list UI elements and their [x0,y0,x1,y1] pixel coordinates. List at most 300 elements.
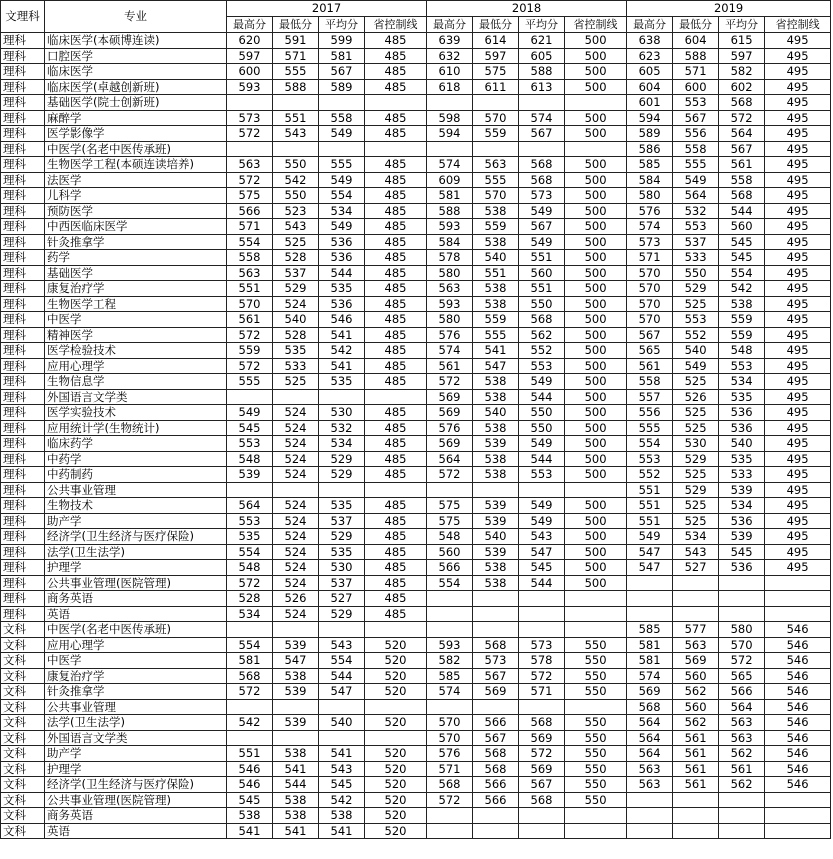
score-2017-control [365,95,427,111]
score-2018-max: 568 [427,777,473,793]
score-2017-min: 543 [273,219,319,235]
score-2019-max: 581 [627,637,673,653]
score-2017-max: 539 [227,467,273,483]
score-2018-max: 574 [427,157,473,173]
score-2018-min: 614 [473,33,519,49]
score-2019-avg: 560 [719,219,765,235]
table-row [1,513,831,529]
table-row [1,95,831,111]
score-2017-avg: 589 [319,79,365,95]
score-2017-avg: 581 [319,48,365,64]
major-cell: 中医学 [45,312,227,328]
score-2018-avg: 562 [519,327,565,343]
score-2019-max: 561 [627,358,673,374]
score-2018-max: 581 [427,188,473,204]
score-2018-avg: 574 [519,110,565,126]
major-cell: 基础医学(院士创新班) [45,95,227,111]
score-2018-avg: 568 [519,157,565,173]
score-2017-avg: 543 [319,637,365,653]
score-2019-control: 495 [765,219,831,235]
major-cell: 商务英语 [45,808,227,824]
subheader-max: 最高分 [427,17,473,33]
score-2019-avg [719,792,765,808]
score-2017-min [273,389,319,405]
score-2018-min: 567 [473,730,519,746]
score-2018-control: 550 [565,668,627,684]
score-2019-max: 557 [627,389,673,405]
score-2019-control: 546 [765,761,831,777]
subheader-max: 最高分 [627,17,673,33]
score-2017-control: 485 [365,172,427,188]
score-2019-control: 546 [765,699,831,715]
score-2017-max: 534 [227,606,273,622]
score-2018-min: 539 [473,436,519,452]
score-2018-min: 575 [473,64,519,80]
score-2019-max: 547 [627,544,673,560]
table-row [1,746,831,762]
score-2017-control: 485 [365,157,427,173]
score-2018-avg: 549 [519,234,565,250]
score-2018-avg [519,141,565,157]
score-2017-min: 525 [273,234,319,250]
score-2019-max: 570 [627,296,673,312]
score-2017-max: 572 [227,327,273,343]
score-2018-avg [519,699,565,715]
score-2018-avg: 567 [519,219,565,235]
score-2019-avg: 580 [719,622,765,638]
score-2017-min: 528 [273,250,319,266]
category-cell: 文科 [1,637,45,653]
score-2019-control: 495 [765,436,831,452]
score-2019-max: 585 [627,622,673,638]
score-2017-max: 572 [227,575,273,591]
score-2019-avg: 540 [719,436,765,452]
major-cell: 应用心理学 [45,358,227,374]
table-row [1,33,831,49]
score-2018-avg: 572 [519,746,565,762]
score-2018-min: 566 [473,777,519,793]
table-row [1,126,831,142]
subheader-control-line: 省控制线 [565,17,627,33]
category-cell: 文科 [1,699,45,715]
score-2017-avg: 537 [319,513,365,529]
score-2019-avg: 545 [719,544,765,560]
score-2017-control: 520 [365,792,427,808]
score-2019-control: 495 [765,203,831,219]
score-2017-min: 538 [273,746,319,762]
table-header [1,1,831,33]
score-2019-avg: 563 [719,715,765,731]
score-2018-control: 500 [565,451,627,467]
major-cell: 麻醉学 [45,110,227,126]
score-2018-min: 551 [473,265,519,281]
score-2018-avg [519,622,565,638]
major-cell: 中西医临床医学 [45,219,227,235]
score-2018-min: 538 [473,389,519,405]
score-2019-max: 589 [627,126,673,142]
score-2019-max: 551 [627,498,673,514]
major-cell: 公共事业管理(医院管理) [45,575,227,591]
score-2018-max: 585 [427,668,473,684]
score-2018-avg [519,95,565,111]
table-row [1,637,831,653]
score-2018-control: 500 [565,64,627,80]
score-2017-avg: 530 [319,560,365,576]
major-cell: 经济学(卫生经济与医疗保险) [45,529,227,545]
score-2019-min: 525 [673,296,719,312]
score-2017-avg: 545 [319,777,365,793]
score-2017-avg: 541 [319,327,365,343]
score-2018-control: 500 [565,157,627,173]
score-2018-avg [519,606,565,622]
category-cell: 理科 [1,529,45,545]
score-2019-min: 549 [673,172,719,188]
score-2019-avg [719,606,765,622]
score-2019-max: 565 [627,343,673,359]
score-2019-avg: 559 [719,312,765,328]
score-2018-max: 593 [427,219,473,235]
score-2018-min: 611 [473,79,519,95]
score-2017-max: 535 [227,529,273,545]
header-year-2017: 2017 [227,1,427,17]
score-2019-max: 555 [627,420,673,436]
score-2019-max: 570 [627,312,673,328]
score-2018-min: 547 [473,358,519,374]
category-cell: 文科 [1,823,45,839]
table-row [1,823,831,839]
score-2018-avg: 569 [519,730,565,746]
score-2019-min: 604 [673,33,719,49]
major-cell: 外国语言文学类 [45,730,227,746]
major-cell: 应用统计学(生物统计) [45,420,227,436]
score-2017-avg: 532 [319,420,365,436]
score-2017-max: 546 [227,777,273,793]
score-2017-control: 485 [365,513,427,529]
score-2019-avg: 568 [719,95,765,111]
category-cell: 理科 [1,358,45,374]
table-row [1,296,831,312]
score-2017-max: 566 [227,203,273,219]
score-2017-control: 485 [365,544,427,560]
score-2017-max: 554 [227,544,273,560]
score-2019-control: 495 [765,467,831,483]
subheader-min: 最低分 [673,17,719,33]
score-2019-avg: 559 [719,327,765,343]
score-2017-max: 597 [227,48,273,64]
score-2018-avg: 545 [519,560,565,576]
score-2017-control: 485 [365,188,427,204]
score-2017-control: 485 [365,451,427,467]
score-2019-control: 495 [765,544,831,560]
score-2017-min: 591 [273,33,319,49]
score-2019-min: 561 [673,746,719,762]
score-2019-min: 553 [673,312,719,328]
score-2018-avg: 549 [519,513,565,529]
score-2019-min: 562 [673,715,719,731]
major-cell: 法学(卫生法学) [45,715,227,731]
score-2018-avg: 569 [519,761,565,777]
major-cell: 公共事业管理(医院管理) [45,792,227,808]
score-2019-min: 533 [673,250,719,266]
score-2018-max: 570 [427,715,473,731]
score-2019-control: 495 [765,482,831,498]
score-2019-max: 569 [627,684,673,700]
score-2017-avg: 544 [319,668,365,684]
score-2019-max: 571 [627,250,673,266]
subheader-control-line: 省控制线 [765,17,831,33]
table-row [1,715,831,731]
score-2019-min: 537 [673,234,719,250]
score-2017-avg: 536 [319,250,365,266]
score-2018-max: 574 [427,684,473,700]
score-2017-avg: 543 [319,761,365,777]
score-2019-control: 495 [765,327,831,343]
score-2017-max: 570 [227,296,273,312]
score-2017-max: 564 [227,498,273,514]
score-2018-min: 573 [473,653,519,669]
score-2017-min: 524 [273,606,319,622]
score-2018-avg: 621 [519,33,565,49]
category-cell: 文科 [1,808,45,824]
score-2017-control: 520 [365,746,427,762]
score-2017-avg: 535 [319,281,365,297]
score-2018-max: 594 [427,126,473,142]
score-2017-max: 563 [227,157,273,173]
score-2017-avg: 529 [319,606,365,622]
major-cell: 英语 [45,606,227,622]
category-cell: 文科 [1,684,45,700]
score-2018-control: 500 [565,234,627,250]
score-2017-avg: 535 [319,374,365,390]
score-2018-control: 550 [565,684,627,700]
score-2017-control: 520 [365,637,427,653]
score-2019-avg: 548 [719,343,765,359]
score-2017-control: 485 [365,405,427,421]
score-2019-min: 525 [673,498,719,514]
score-2017-min: 524 [273,544,319,560]
score-2018-max: 632 [427,48,473,64]
score-2018-min [473,808,519,824]
score-2018-min: 559 [473,312,519,328]
table-row [1,188,831,204]
score-2017-avg: 542 [319,792,365,808]
score-2019-control: 495 [765,374,831,390]
score-2017-avg: 541 [319,823,365,839]
score-2018-control [565,823,627,839]
score-2018-control [565,622,627,638]
table-row [1,498,831,514]
score-2017-control: 485 [365,312,427,328]
subheader-avg: 平均分 [319,17,365,33]
table-row [1,529,831,545]
score-2019-control [765,792,831,808]
score-2017-max: 542 [227,715,273,731]
subheader-control-line: 省控制线 [365,17,427,33]
score-2018-min: 568 [473,761,519,777]
score-2019-max: 567 [627,327,673,343]
score-2017-control: 485 [365,296,427,312]
score-2017-min: 533 [273,358,319,374]
score-2018-min: 597 [473,48,519,64]
score-2019-avg: 544 [719,203,765,219]
score-2018-min: 538 [473,451,519,467]
score-2018-min [473,823,519,839]
score-2017-avg [319,622,365,638]
score-2019-avg: 545 [719,234,765,250]
score-2018-avg: 543 [519,529,565,545]
score-2018-control [565,606,627,622]
score-2018-control: 500 [565,327,627,343]
category-cell: 理科 [1,606,45,622]
score-2017-control [365,699,427,715]
score-2018-control [565,808,627,824]
score-2017-max: 581 [227,653,273,669]
score-2017-min [273,730,319,746]
major-cell: 生物医学工程 [45,296,227,312]
major-cell: 中医学(名老中医传承班) [45,622,227,638]
score-2018-max: 580 [427,312,473,328]
score-2017-avg: 538 [319,808,365,824]
score-2019-control: 546 [765,715,831,731]
score-2018-avg: 553 [519,467,565,483]
major-cell: 中药学 [45,451,227,467]
score-2018-control: 500 [565,389,627,405]
score-2017-max [227,730,273,746]
table-row [1,203,831,219]
score-2019-control: 495 [765,513,831,529]
score-2019-control: 495 [765,451,831,467]
score-2017-max: 593 [227,79,273,95]
category-cell: 理科 [1,327,45,343]
score-2019-max: 574 [627,219,673,235]
score-2018-max [427,699,473,715]
score-2017-max: 600 [227,64,273,80]
score-2019-control: 546 [765,622,831,638]
score-2018-control [565,95,627,111]
score-2017-min: 535 [273,343,319,359]
score-2019-avg: 536 [719,405,765,421]
score-2018-avg: 578 [519,653,565,669]
major-cell: 针灸推拿学 [45,234,227,250]
score-2017-min: 524 [273,436,319,452]
table-row [1,374,831,390]
major-cell: 经济学(卫生经济与医疗保险) [45,777,227,793]
score-2019-max: 570 [627,281,673,297]
category-cell: 理科 [1,95,45,111]
score-2018-max: 580 [427,265,473,281]
header-year-2019: 2019 [627,1,831,17]
score-2018-control: 500 [565,544,627,560]
table-row [1,250,831,266]
score-2018-avg: 544 [519,451,565,467]
score-2018-control: 550 [565,653,627,669]
score-2018-control: 500 [565,405,627,421]
score-2018-min: 566 [473,792,519,808]
score-2017-control [365,622,427,638]
category-cell: 理科 [1,312,45,328]
score-2019-avg: 554 [719,265,765,281]
score-2019-min: 577 [673,622,719,638]
table-row [1,141,831,157]
score-2018-control: 500 [565,296,627,312]
category-cell: 文科 [1,668,45,684]
score-2018-max: 582 [427,653,473,669]
score-2019-min: 525 [673,467,719,483]
table-row [1,79,831,95]
score-2018-min: 570 [473,110,519,126]
score-2018-avg: 568 [519,312,565,328]
subheader-min: 最低分 [273,17,319,33]
score-2017-max: 541 [227,823,273,839]
score-2018-control: 500 [565,48,627,64]
score-2018-avg: 544 [519,389,565,405]
score-2017-min [273,622,319,638]
score-2017-max: 575 [227,188,273,204]
score-2017-min: 524 [273,420,319,436]
major-cell: 临床医学 [45,64,227,80]
table-row [1,808,831,824]
score-2018-max: 564 [427,451,473,467]
score-2018-max: 618 [427,79,473,95]
score-2017-control: 485 [365,64,427,80]
score-2018-min [473,606,519,622]
score-2018-control [565,141,627,157]
score-2017-max: 538 [227,808,273,824]
score-2018-min: 540 [473,250,519,266]
score-2019-control: 495 [765,126,831,142]
score-2018-max: 610 [427,64,473,80]
major-cell: 公共事业管理 [45,482,227,498]
score-2019-max: 553 [627,451,673,467]
score-2017-min [273,95,319,111]
score-2019-min: 550 [673,265,719,281]
score-2017-avg: 536 [319,296,365,312]
score-2019-control: 495 [765,498,831,514]
score-2018-min: 538 [473,560,519,576]
table-row [1,699,831,715]
score-2017-avg: 534 [319,436,365,452]
score-2019-max: 558 [627,374,673,390]
score-2019-max: 586 [627,141,673,157]
table-row [1,560,831,576]
score-2018-min: 539 [473,513,519,529]
score-2018-min: 566 [473,715,519,731]
score-2019-control: 495 [765,296,831,312]
score-2017-control: 520 [365,823,427,839]
score-2017-control: 485 [365,436,427,452]
score-2019-control: 495 [765,389,831,405]
category-cell: 文科 [1,622,45,638]
category-cell: 理科 [1,64,45,80]
score-2017-avg: 567 [319,64,365,80]
category-cell: 文科 [1,653,45,669]
score-2017-min [273,482,319,498]
score-2017-control: 520 [365,684,427,700]
score-2019-max: 605 [627,64,673,80]
score-2019-avg: 534 [719,374,765,390]
score-2017-avg: 547 [319,684,365,700]
score-2017-avg: 549 [319,219,365,235]
score-2017-min: 526 [273,591,319,607]
score-2017-control: 485 [365,343,427,359]
major-cell: 应用心理学 [45,637,227,653]
score-2017-max: 546 [227,761,273,777]
score-2018-control: 550 [565,761,627,777]
table-row [1,219,831,235]
score-2018-avg: 551 [519,250,565,266]
score-2017-avg: 535 [319,498,365,514]
score-2018-min: 538 [473,234,519,250]
